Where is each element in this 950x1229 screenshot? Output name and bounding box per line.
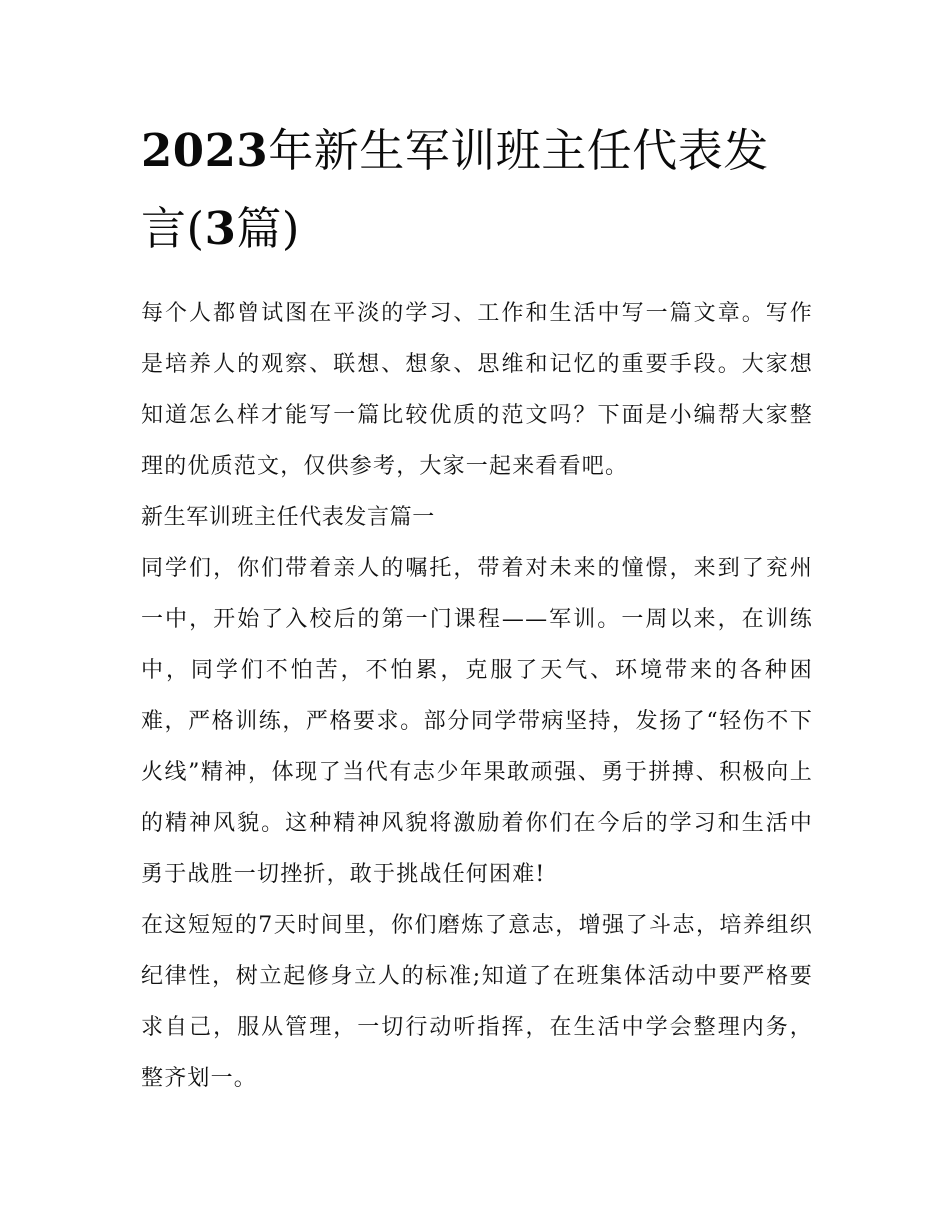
document-body <box>141 288 813 1104</box>
body-paragraph: 在这短短的7天时间里，你们磨炼了意志，增强了斗志，培养组织纪律性，树立起修身立人的标准;知道了在班集体活动中要严格要求自己，服从管理，一切行动听指挥，在生活中学会整理内务，整齐划一。 <box>141 913 813 1091</box>
document-content <box>141 112 813 1104</box>
title-end: 篇) <box>236 202 300 255</box>
title-year: 2023 <box>141 124 269 177</box>
title-count: 3 <box>204 202 237 255</box>
section-heading: 新生军训班主任代表发言篇一 <box>141 505 435 530</box>
body-paragraph: 同学们，你们带着亲人的嘱托，带着对未来的憧憬，来到了兖州一中，开始了入校后的第一门课程——军训。一周以来，在训练中，同学们不怕苦，不怕累，克服了天气、环境带来的各种困难，严格训练，严格要求。部分同学带病坚持，发扬了“轻伤不下火线”精神，体现了当代有志少年果敢顽强、勇于拼搏、积极向上的精神风貌。这种精神风貌将激励着你们在今后的学习和生活中勇于战胜一切挫折，敢于挑战任何困难! <box>141 556 813 887</box>
page-title <box>141 112 813 268</box>
title-main: 年新生军训班主任代表发言( <box>141 124 769 255</box>
intro-paragraph: 每个人都曾试图在平淡的学习、工作和生活中写一篇文章。写作是培养人的观察、联想、想象、思维和记忆的重要手段。大家想知道怎么样才能写一篇比较优质的范文吗？下面是小编帮大家整理的优质范文，仅供参考，大家一起来看看吧。 <box>141 301 813 479</box>
